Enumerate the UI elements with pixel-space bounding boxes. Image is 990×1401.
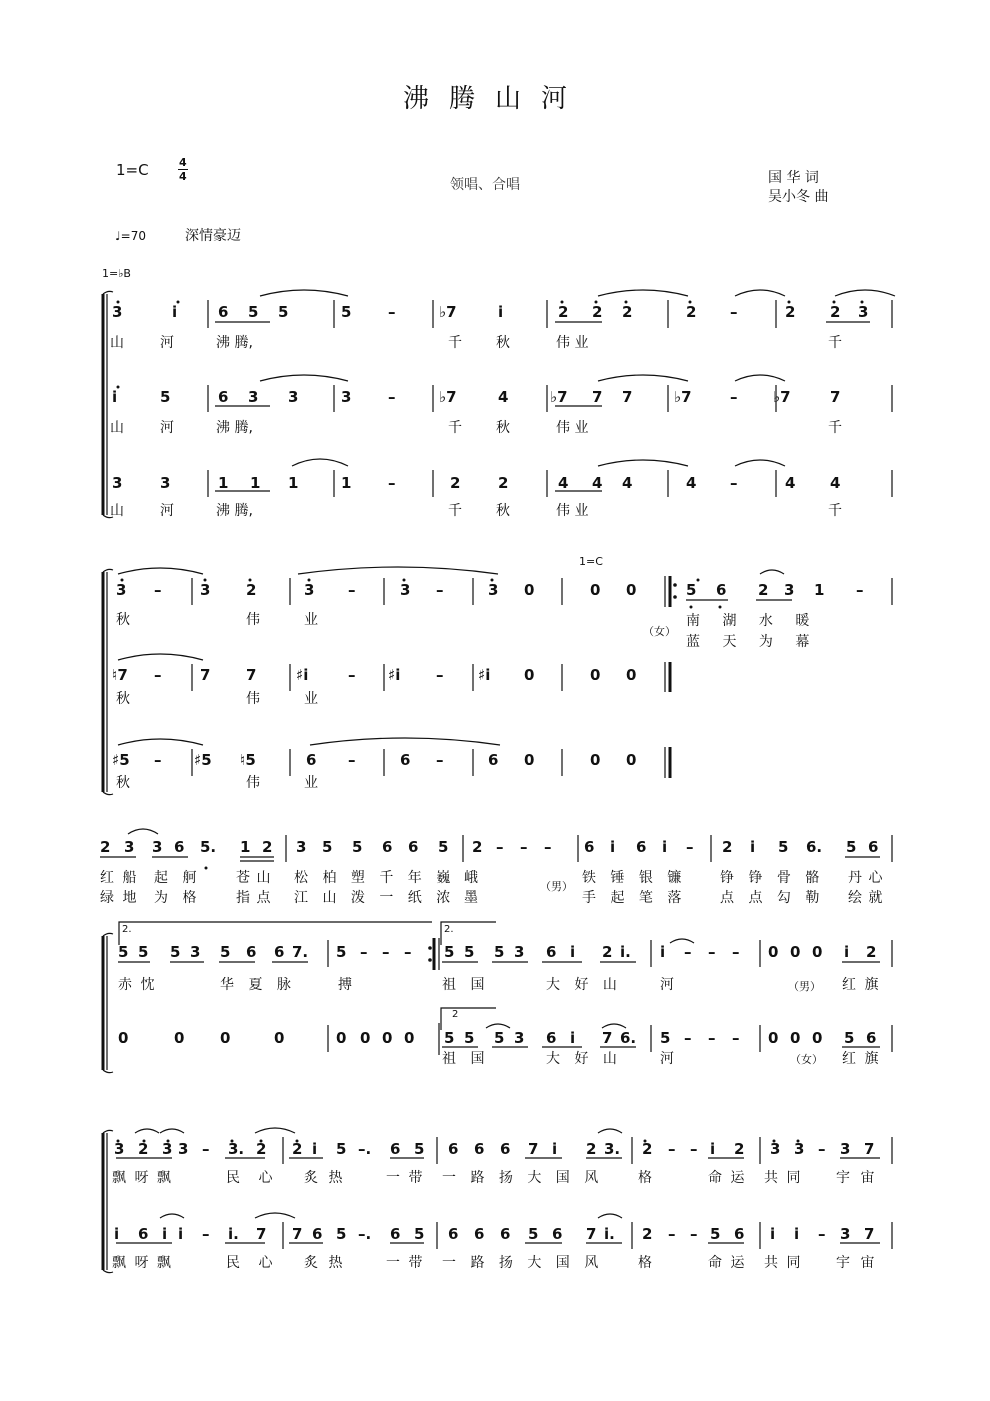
staff-lines bbox=[100, 290, 895, 1273]
male-tag-line3: （男） bbox=[540, 880, 573, 893]
song-title: 沸腾山河 bbox=[402, 84, 587, 114]
performance-form: 领唱、合唱 bbox=[450, 177, 520, 193]
lyricist: 国 华 词 bbox=[768, 170, 819, 186]
volta-ending-1: 2. bbox=[122, 924, 132, 935]
tempo-mark: ♩=70 bbox=[115, 229, 146, 243]
solo-lyrics-verse2: 蓝 天 为 幕 bbox=[686, 634, 810, 650]
key-change-c: 1=C bbox=[579, 555, 603, 568]
expression-mark: 深情豪迈 bbox=[185, 228, 241, 244]
volta-ending-2: 2. bbox=[444, 924, 454, 935]
time-signature-top: 4 bbox=[179, 156, 187, 169]
solo-lyrics-verse1: 南 湖 水 暖 bbox=[686, 613, 810, 629]
volta-ending-3: 2 bbox=[452, 1009, 459, 1020]
composer: 吴小冬 曲 bbox=[768, 189, 829, 205]
time-signature-bottom: 4 bbox=[179, 170, 187, 183]
female-tag-staff4: （女） bbox=[790, 1053, 823, 1066]
key-signature: 1=C bbox=[116, 161, 149, 179]
key-change-bflat: 1=♭B bbox=[102, 267, 131, 280]
male-tag-staff4: （男） bbox=[788, 980, 821, 993]
solo-female-tag: （女） bbox=[643, 625, 676, 638]
